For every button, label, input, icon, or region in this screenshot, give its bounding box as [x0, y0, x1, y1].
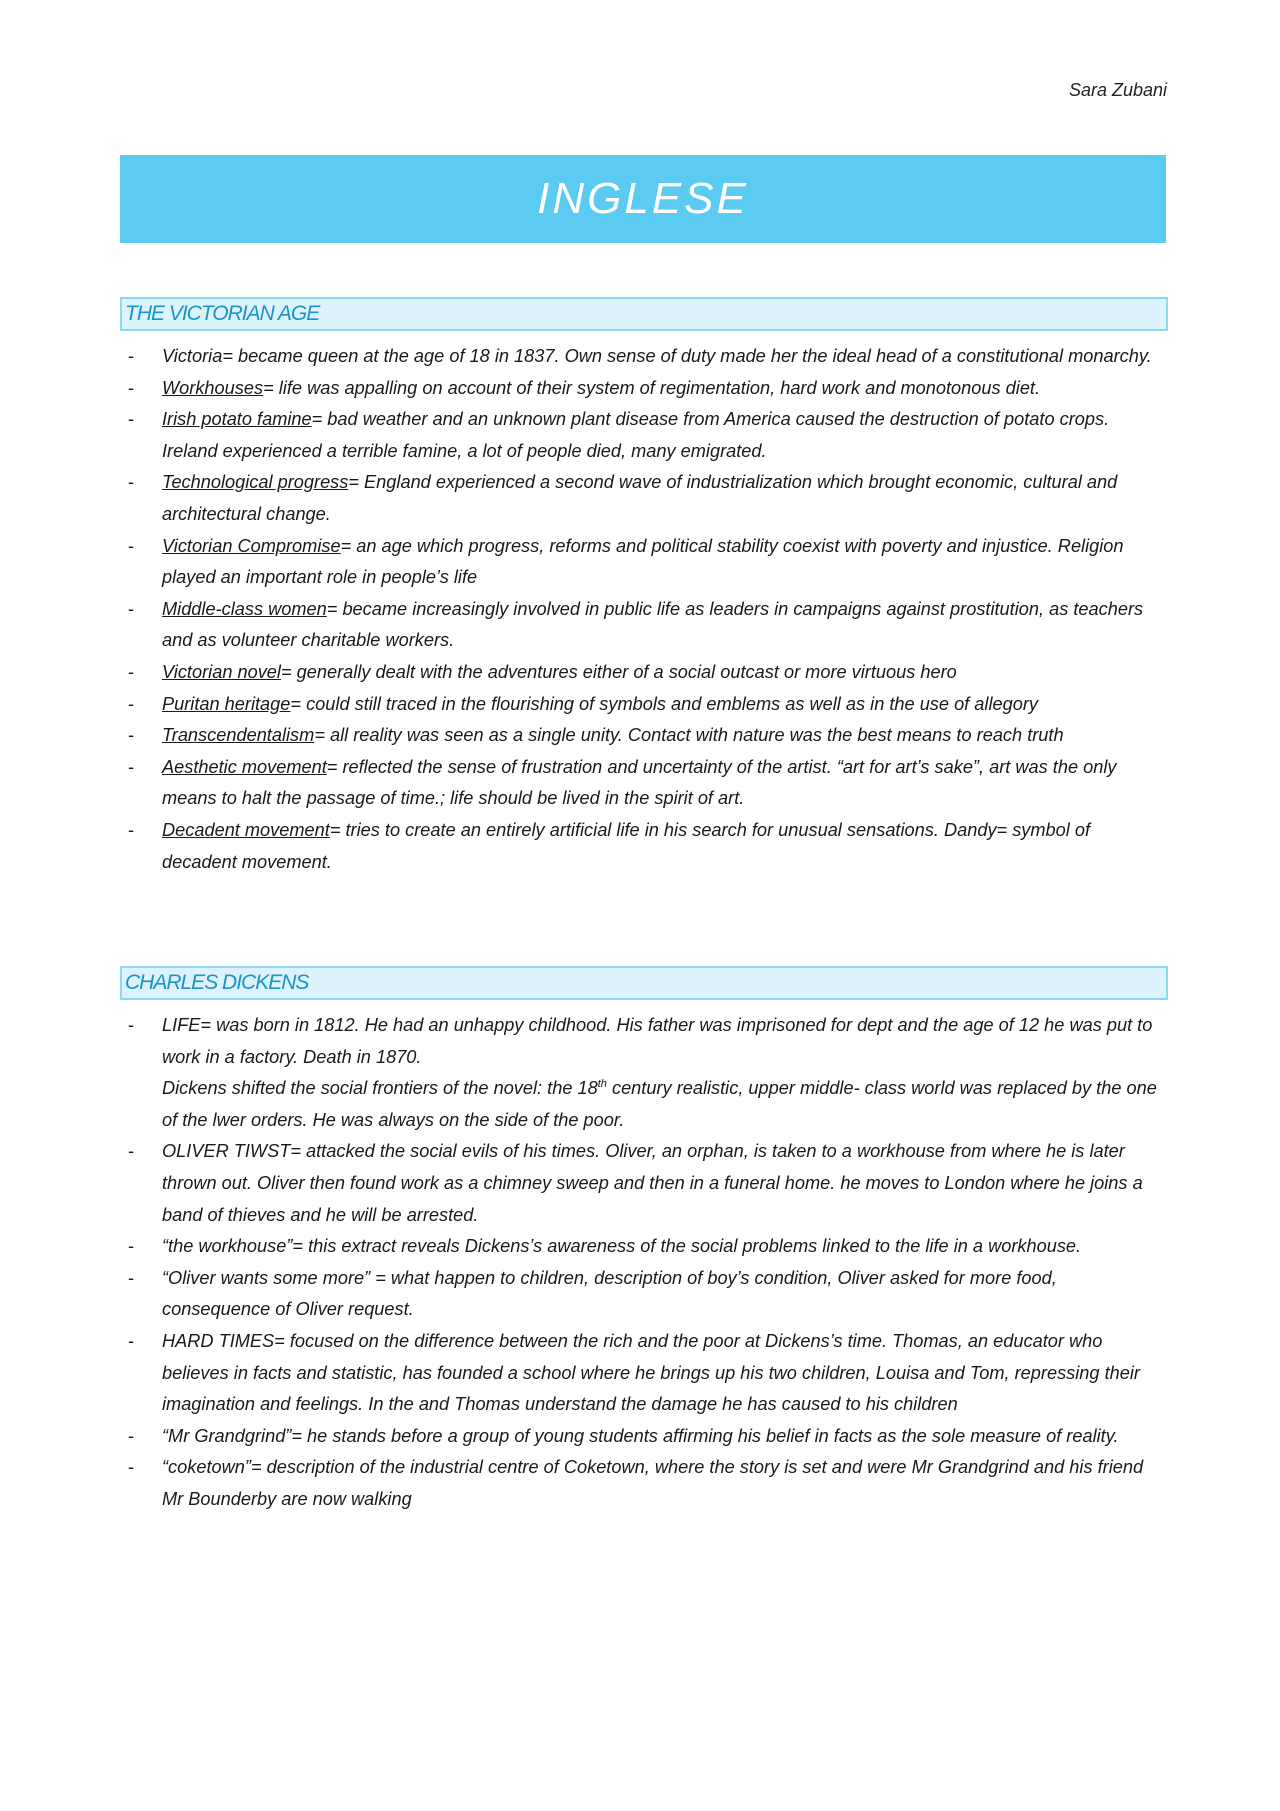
item-text: = an age which progress, reforms and political stability coexist with poverty and injustice. Religion played an important role in people’s life	[162, 535, 1124, 588]
author-name: Sara Zubani	[1068, 80, 1167, 100]
item-text: = life was appalling on account of their system of regimentation, hard work and monotonous diet.	[263, 377, 1041, 398]
list-item: - “coketown”= description of the industrial centre of Coketown, where the story is set and were Mr Grandgrind and his friend Mr Bounderby are now walking	[128, 1457, 1144, 1509]
item-text: = reflected the sense of frustration and uncertainty of the artist. “art for art’s sake”, art was the only means to halt the passage of time.; life should be lived in the spirit of art.	[162, 756, 1117, 809]
item-term: Victorian novel	[162, 661, 281, 682]
item-text: = England experienced a second wave of industrialization which brought economic, cultural and architectural change.	[162, 472, 1118, 524]
list-item: - Decadent movement= tries to create an entirely artificial life in his search for unusual sensations. Dandy= symbol of decadent movement.	[128, 819, 1091, 872]
item-extra-text: Dickens shifted the social frontiers of the novel: the 18	[162, 1078, 598, 1099]
item-term: Puritan heritage	[162, 693, 291, 714]
section-title: CHARLES DICKENS	[125, 971, 309, 994]
list-item: - Workhouses= life was appalling on account of their system of regimentation, hard work and monotonous diet.	[128, 377, 1041, 398]
list-item: - OLIVER TIWST= attacked the social evils of his times. Oliver, an orphan, is taken to a workhouse from where he is later thrown out. Oliver then found work as a chimney sweep and then in a funeral home. he moves to London where he joins a band of thieves and he will be arrested.	[128, 1141, 1143, 1225]
item-text: HARD TIMES= focused on the difference between the rich and the poor at Dickens’s time. Thomas, an educator who believes in facts and statistic, has founded a school where he brings up his two children, Louisa and Tom, repressing their imagination and feelings. In the and Thomas understand the damage he has caused to his children	[162, 1330, 1140, 1415]
item-term: Middle-class women	[162, 598, 327, 619]
bullet-list	[120, 1010, 1168, 1516]
item-text: OLIVER TIWST= attacked the social evils of his times. Oliver, an orphan, is taken to a workhouse from where he is later thrown out. Oliver then found work as a chimney sweep and then in a funeral home. he moves to London where he joins a band of thieves and he will be arrested.	[162, 1141, 1143, 1225]
item-term: Aesthetic movement	[162, 756, 327, 777]
item-text: = bad weather and an unknown plant disease from America caused the destruction of potato crops. Ireland experienced a terrible famine, a lot of people died, many emigrated.	[162, 409, 1110, 461]
item-text: = tries to create an entirely artificial life in his search for unusual sensations. Dandy= symbol of decadent movement.	[162, 819, 1091, 872]
list-item: - “Mr Grandgrind”= he stands before a group of young students affirming his belief in facts as the sole measure of reality.	[128, 1425, 1119, 1446]
item-text: = generally dealt with the adventures either of a social outcast or more virtuous hero	[280, 661, 957, 682]
item-text: = could still traced in the flourishing of symbols and emblems as well as in the use of allegory	[290, 693, 1038, 714]
list-item: - LIFE= was born in 1812. He had an unhappy childhood. His father was imprisoned for dept and the age of 12 he was put to work in a factory. Death in 1870. Dickens shifted the social frontiers of the novel: the 18th century realistic, upper middle- class world was replaced by the one of the lwer orders. He was always on the side of the poor.	[128, 1015, 1157, 1130]
list-item: - “Oliver wants some more” = what happen to children, description of boy’s condition, Oliver asked for more food, consequence of Oliver request.	[128, 1267, 1057, 1320]
list-item: - Victoria= became queen at the age of 18 in 1837. Own sense of duty made her the ideal head of a constitutional monarchy.	[128, 346, 1152, 366]
section-heading	[120, 297, 1168, 331]
list-item: - Irish potato famine= bad weather and an unknown plant disease from America caused the destruction of potato crops. Ireland experienced a terrible famine, a lot of people died, many emigrated.	[128, 409, 1110, 461]
list-item: - Transcendentalism= all reality was seen as a single unity. Contact with nature was the best means to reach truth	[128, 725, 1064, 746]
item-term: Irish potato famine	[162, 409, 312, 430]
section-charles-dickens	[120, 966, 1168, 1516]
title-banner	[120, 155, 1166, 243]
section-heading	[120, 966, 1168, 1000]
item-text: “coketown”= description of the industrial centre of Coketown, where the story is set and were Mr Grandgrind and his friend Mr Bounderby are now walking	[162, 1457, 1144, 1509]
superscript: th	[597, 1078, 607, 1091]
item-text: “the workhouse”= this extract reveals Dickens’s awareness of the social problems linked to the life in a workhouse.	[162, 1236, 1082, 1257]
list-item: - “the workhouse”= this extract reveals Dickens’s awareness of the social problems linked to the life in a workhouse.	[128, 1236, 1082, 1257]
section-victorian-age	[120, 297, 1168, 878]
list-item: - HARD TIMES= focused on the difference between the rich and the poor at Dickens’s time. Thomas, an educator who believes in facts and statistic, has founded a school where he brings up his two children, Louisa and Tom, repressing their imagination and feelings. In the and Thomas understand the damage he has caused to his children	[128, 1330, 1140, 1415]
section-title: THE VICTORIAN AGE	[125, 302, 320, 325]
list-item: - Victorian novel= generally dealt with the adventures either of a social outcast or more virtuous hero	[128, 661, 957, 682]
item-term: Technological progress	[162, 472, 349, 493]
item-term: Workhouses	[162, 377, 264, 398]
item-text: Victoria= became queen at the age of 18 in 1837. Own sense of duty made her the ideal head of a constitutional monarchy.	[162, 346, 1152, 366]
item-term: Victorian Compromise	[162, 535, 341, 556]
list-item: - Aesthetic movement= reflected the sense of frustration and uncertainty of the artist. “art for art’s sake”, art was the only means to halt the passage of time.; life should be lived in the spirit of art.	[128, 756, 1117, 809]
list-item: - Technological progress= England experienced a second wave of industrialization which brought economic, cultural and architectural change.	[128, 472, 1118, 524]
list-item: - Puritan heritage= could still traced in the flourishing of symbols and emblems as well as in the use of allegory	[128, 693, 1038, 714]
document-title: INGLESE	[537, 174, 749, 223]
item-extra-text: century realistic, upper middle- class world was replaced by the one of the lwer orders. He was always on the side of the poor.	[162, 1078, 1157, 1130]
item-term: Transcendentalism	[162, 725, 315, 746]
item-term: Decadent movement	[162, 819, 330, 840]
item-text: “Mr Grandgrind”= he stands before a group of young students affirming his belief in facts as the sole measure of reality.	[162, 1425, 1119, 1446]
item-text: = became increasingly involved in public life as leaders in campaigns against prostitution, as teachers and as volunteer charitable workers.	[162, 598, 1144, 651]
list-item: - Victorian Compromise= an age which progress, reforms and political stability coexist with poverty and injustice. Religion played an important role in people’s life	[128, 535, 1124, 588]
item-text: = all reality was seen as a single unity. Contact with nature was the best means to reach truth	[314, 725, 1064, 746]
item-text: LIFE= was born in 1812. He had an unhappy childhood. His father was imprisoned for dept and the age of 12 he was put to work in a factory. Death in 1870.	[162, 1015, 1153, 1067]
item-text: “Oliver wants some more” = what happen to children, description of boy’s condition, Oliver asked for more food, consequence of Oliver request.	[162, 1267, 1057, 1320]
list-item: - Middle-class women= became increasingly involved in public life as leaders in campaigns against prostitution, as teachers and as volunteer charitable workers.	[128, 598, 1144, 651]
bullet-list	[120, 341, 1168, 878]
